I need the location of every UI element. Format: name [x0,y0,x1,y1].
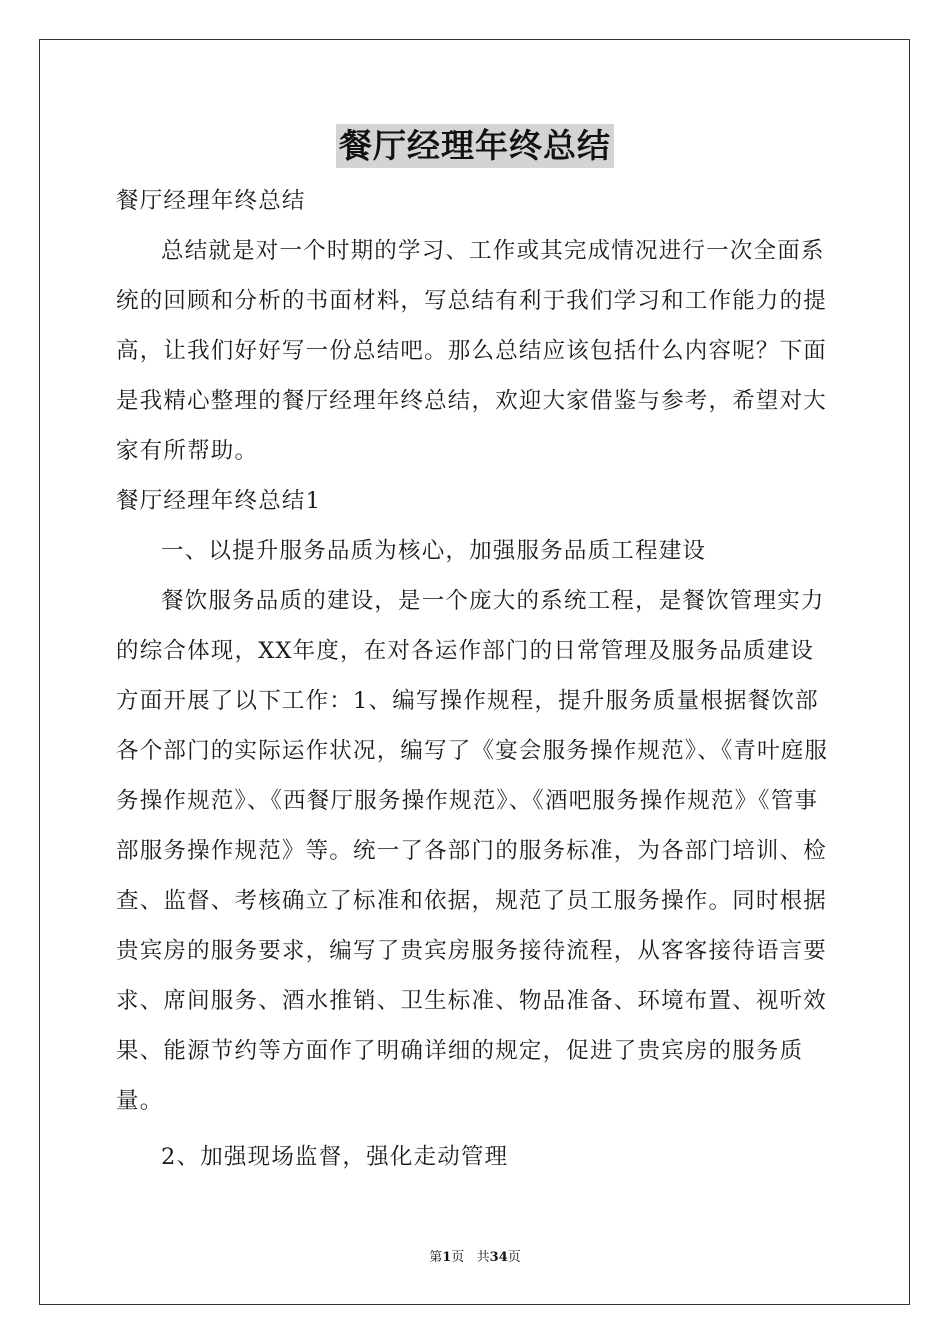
body-paragraph: 餐饮服务品质的建设，是一个庞大的系统工程，是餐饮管理实力的综合体现，XX年度，在对各运作部门的日常管理及服务品质建设方面开展了以下工作：1、编写操作规程，提升服务质量根据餐饮部各个部门的实际运作状况，编写了《宴会服务操作规范》、《青叶庭服务操作规范》、《西餐厅服务操作规范》、《酒吧服务操作规范》《管事部服务操作规范》等。统一了各部门的服务标准，为各部门培训、检查、监督、考核确立了标准和依据，规范了员工服务操作。同时根据贵宾房的服务要求，编写了贵宾房服务接待流程，从客客接待语言要求、席间服务、酒水推销、卫生标准、物品准备、环境布置、视听效果、能源节约等方面作了明确详细的规定，促进了贵宾房的服务质量。 [116,588,829,1114]
current-page-number: 1 [442,1250,452,1265]
intro-paragraph: 总结就是对一个时期的学习、工作或其完成情况进行一次全面系统的回顾和分析的书面材料，写总结有利于我们学习和工作能力的提高，让我们好好写一份总结吧。那么总结应该包括什么内容呢？下面是我精心整理的餐厅经理年终总结，欢迎大家借鉴与参考，希望对大家有所帮助。 [116,238,828,464]
document-body [116,176,834,1182]
section-heading: 餐厅经理年终总结1 [116,488,322,514]
page-mid: 页 共 [451,1250,490,1265]
total-page-number: 34 [489,1250,508,1265]
document-title: 餐厅经理年终总结 [336,124,614,168]
title-container [0,124,950,168]
subsection-heading: 一、以提升服务品质为核心，加强服务品质工程建设 [161,538,707,564]
page-footer [0,1248,950,1268]
page-prefix: 第 [429,1250,443,1265]
subtitle-paragraph: 餐厅经理年终总结 [116,188,306,214]
page-suffix: 页 [507,1250,521,1265]
subsection-heading-2: 2、加强现场监督，强化走动管理 [161,1144,509,1170]
